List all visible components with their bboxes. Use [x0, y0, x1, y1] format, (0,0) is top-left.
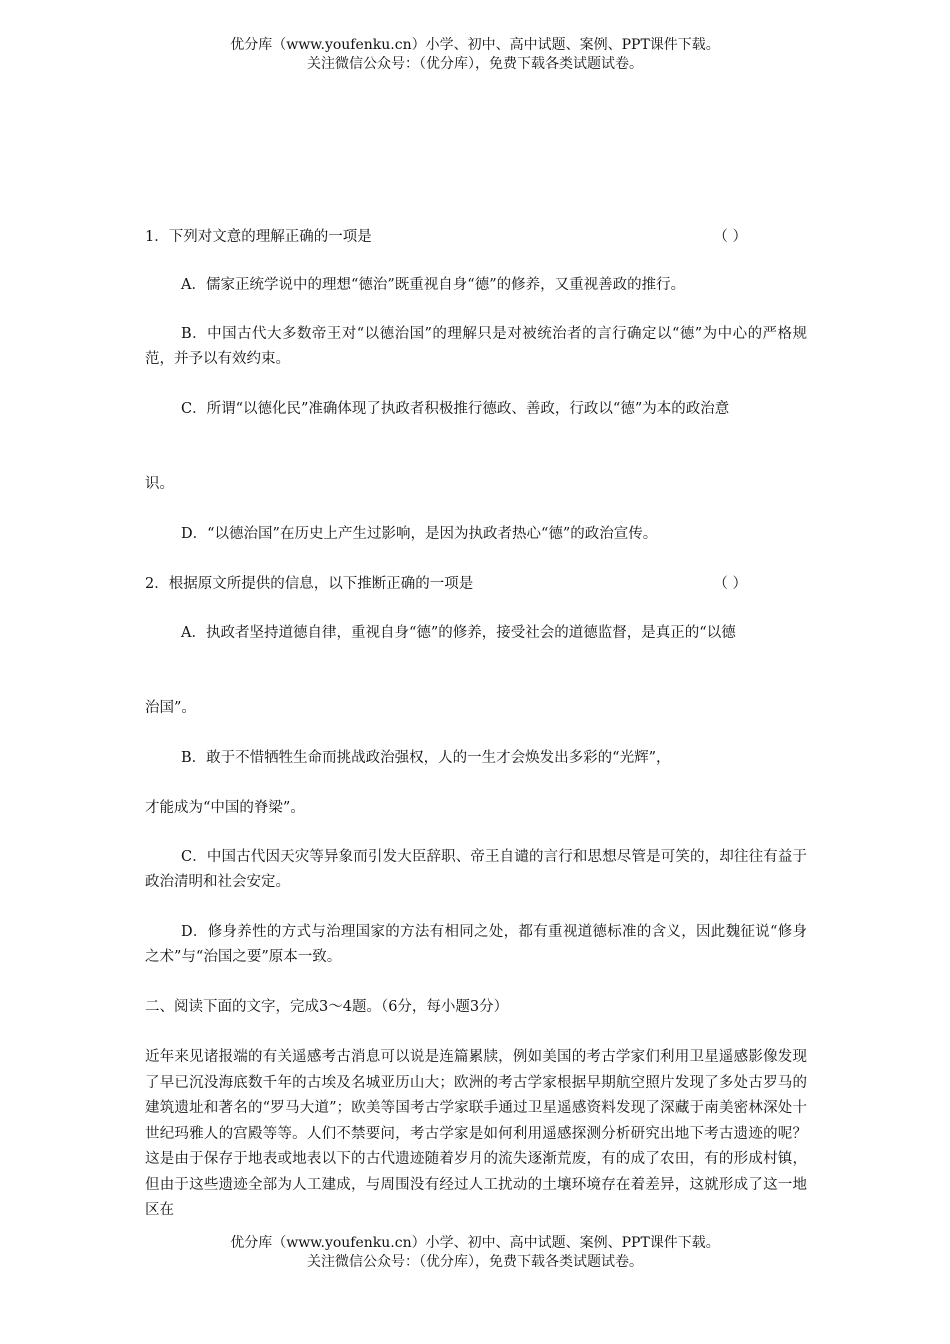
- question-1-option-b: B．中国古代大多数帝王对“以德治国”的理解只是对被统治者的言行确定以“德”为中心的严格规范，并予以有效约束。: [145, 326, 807, 367]
- question-2-option-d: D．修身养性的方式与治理国家的方法有相同之处，都有重视道德标准的含义，因此魏征说“修身之术”与“治国之要”原本一致。: [145, 924, 807, 965]
- footer-line-1: 优分库（www.youfenku.cn）小学、初中、高中试题、案例、PPT课件下载。: [230, 1235, 720, 1251]
- question-2-option-a: A．执政者坚持道德自律，重视自身“德”的修养，接受社会的道德监督，是真正的“以德: [181, 625, 736, 641]
- question-1-option-a: A．儒家正统学说中的理想“德治”既重视自身“德”的修养，又重视善政的推行。: [181, 277, 686, 293]
- question-1-option-d: D．“以德治国”在历史上产生过影响，是因为执政者热心“德”的政治宣传。: [181, 526, 658, 542]
- footer-line-2: 关注微信公众号：（优分库），免费下载各类试题试卷。: [307, 1254, 643, 1270]
- question-1-option-c: C．所谓“以德化民”准确体现了执政者积极推行德政、善政，行政以“德”为本的政治意: [181, 401, 730, 417]
- header-line-2: 关注微信公众号：（优分库），免费下载各类试题试卷。: [307, 56, 643, 72]
- question-1-text: 1．下列对文意的理解正确的一项是: [145, 229, 372, 245]
- question-1-stem: [145, 225, 807, 250]
- question-2-answer-blank: （ ）: [713, 576, 747, 592]
- header-line-1: 优分库（www.youfenku.cn）小学、初中、高中试题、案例、PPT课件下载。: [230, 37, 720, 53]
- question-2-stem: [145, 572, 807, 597]
- question-2-option-b: B．敢于不惜牺牲生命而挑战政治强权，人的一生才会焕发出多彩的“光辉”，: [181, 750, 671, 766]
- question-1-answer-blank: （ ）: [713, 229, 747, 245]
- page-footer: [0, 1234, 950, 1272]
- question-2-option-a-continued: 治国”。: [145, 700, 196, 716]
- question-2-option-b-continued: 才能成为“中国的脊梁”。: [145, 800, 305, 816]
- reading-passage: 近年来见诸报端的有关遥感考古消息可以说是连篇累牍，例如美国的考古学家们利用卫星遥感影像发现了早已沉没海底数千年的古埃及名城亚历山大；欧洲的考古学家根据早期航空照片发现了多处古罗马的建筑遗址和著名的“罗马大道”；欧美等国考古学家联手通过卫星遥感资料发现了深藏于南美密林深处十世纪玛雅人的宫殿等等。人们不禁要问，考古学家是如何利用遥感探测分析研究出地下考古遗迹的呢？这是由于保存于地表或地表以下的古代遗迹随着岁月的流失逐渐荒废，有的成了农田，有的形成村镇，但由于这些遗迹全部为人工建成，与周围没有经过人工扰动的土壤环境存在着差异，这就形成了这一地区在: [145, 1049, 807, 1218]
- page-header: [0, 36, 950, 74]
- question-2-text: 2．根据原文所提供的信息，以下推断正确的一项是: [145, 576, 474, 592]
- section-2-heading: 二、阅读下面的文字，完成3～4题。（6分，每小题3分）: [145, 999, 509, 1015]
- question-1-option-c-continued: 识。: [145, 476, 174, 492]
- question-2-option-c: C．中国古代因天灾等异象而引发大臣辞职、帝王自谴的言行和思想尽管是可笑的，却往往有益于政治清明和社会安定。: [145, 849, 807, 890]
